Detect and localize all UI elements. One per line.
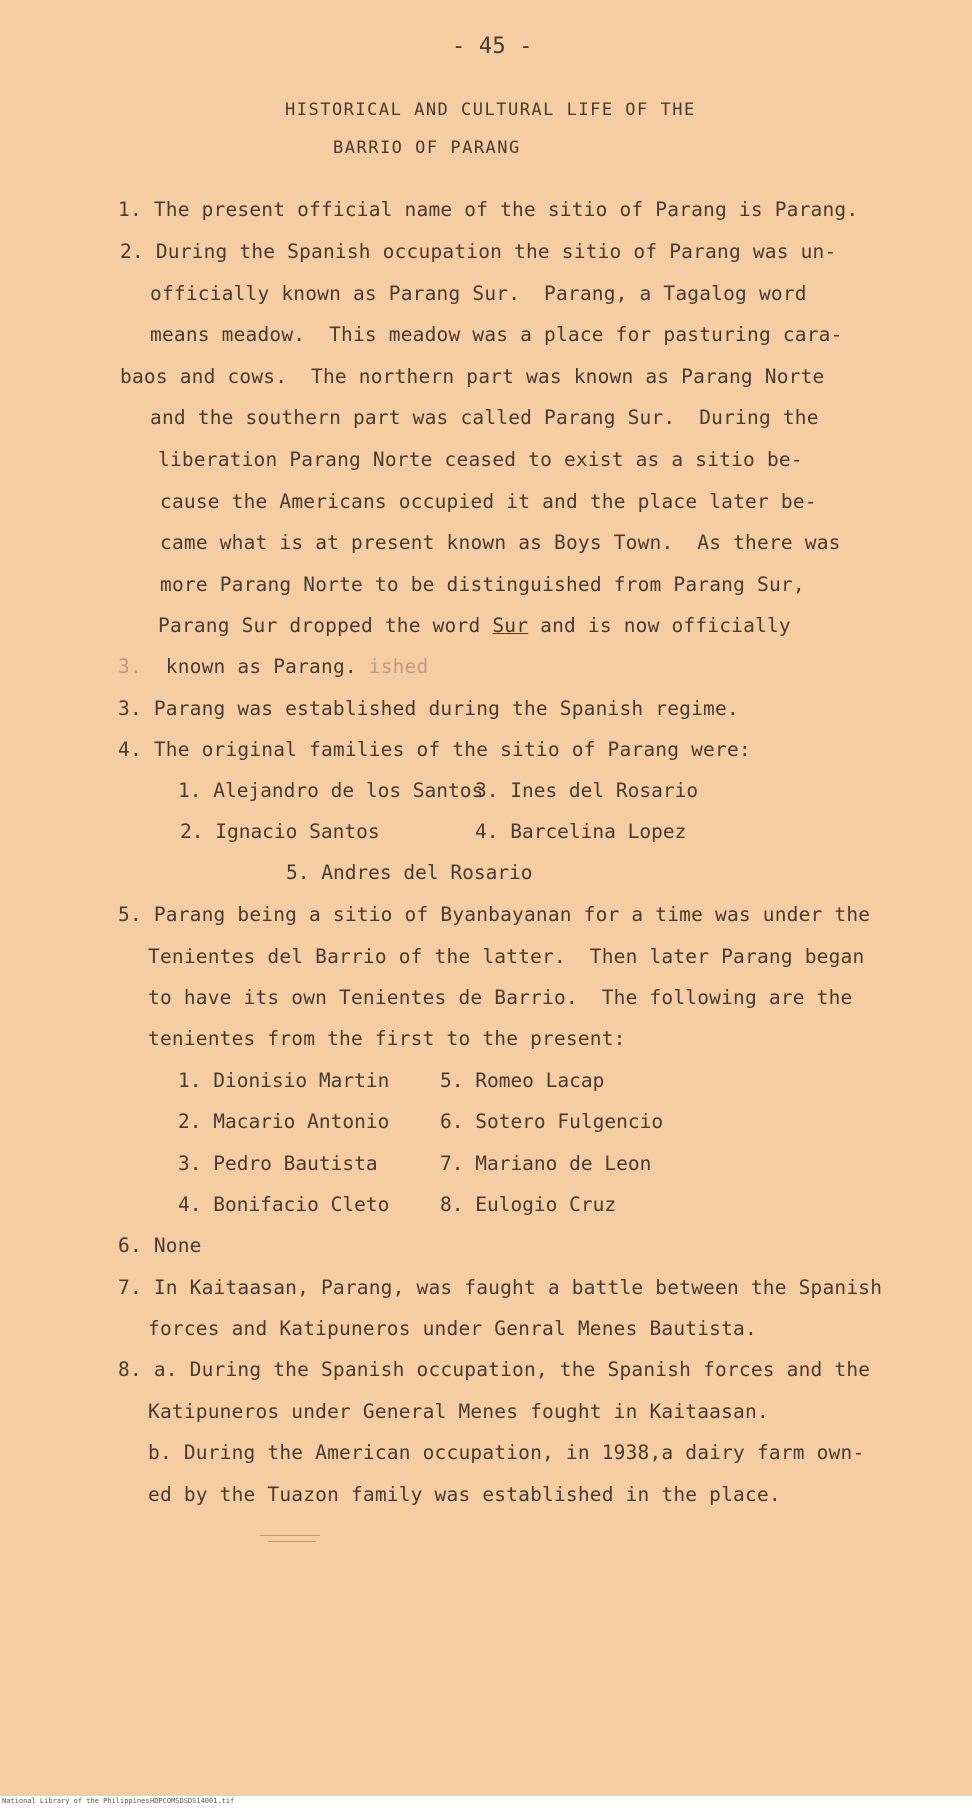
known-as-parang: known as Parang. <box>165 655 357 678</box>
item-5-line-2: Tenientes del Barrio of the latter. Then later Parang began <box>148 945 865 968</box>
item-2-line-9: more Parang Norte to be distinguished from Parang Sur, <box>160 573 805 596</box>
item-8-line-1: 8. a. During the Spanish occupation, the Spanish forces and the <box>118 1358 871 1381</box>
pencil-stroke <box>268 1541 316 1542</box>
family-3: 3. Ines del Rosario <box>475 779 699 802</box>
sur-underlined: Sur <box>492 614 529 637</box>
item-2-line-1: 2. During the Spanish occupation the sitio of Parang was un- <box>120 240 837 263</box>
family-1: 1. Alejandro de los Santos <box>178 779 484 802</box>
ghost-tail: ished <box>368 655 429 678</box>
item-5-line-1: 5. Parang being a sitio of Byanbayanan for a time was under the <box>118 903 871 926</box>
item-8-line-2: Katipuneros under General Menes fought in Kaitaasan. <box>148 1400 769 1423</box>
title-line-1: HISTORICAL AND CULTURAL LIFE OF THE <box>285 100 696 120</box>
scan-footer <box>0 1796 972 1808</box>
footer-library: National Library of the Philippines <box>2 1797 150 1805</box>
teniente-4: 4. Bonifacio Cleto <box>178 1193 390 1216</box>
item-2-line-6: liberation Parang Norte ceased to exist as a sitio be- <box>158 448 803 471</box>
item-2-last-line <box>118 655 428 678</box>
item-6: 6. None <box>118 1234 202 1257</box>
teniente-1: 1. Dionisio Martin <box>178 1069 390 1092</box>
footer-filename: HDPCOMSDSDS14001.tif <box>150 1797 235 1805</box>
item-2-line-3: means meadow. This meadow was a place for pasturing cara- <box>150 323 843 346</box>
item-4-intro: 4. The original families of the sitio of Parang were: <box>118 738 751 761</box>
item-2-line-8: came what is at present known as Boys Town. As there was <box>160 531 841 554</box>
item-2-line-10 <box>158 614 791 637</box>
family-2: 2. Ignacio Santos <box>180 820 380 843</box>
family-5: 5. Andres del Rosario <box>286 861 533 884</box>
teniente-7: 7. Mariano de Leon <box>440 1152 652 1175</box>
pencil-stroke <box>260 1535 320 1536</box>
title-line-2: BARRIO OF PARANG <box>333 138 521 158</box>
item-2-line-2: officially known as Parang Sur. Parang, a Tagalog word <box>150 282 807 305</box>
item-5-line-3: to have its own Tenientes de Barrio. The following are the <box>148 986 853 1009</box>
item-7-line-1: 7. In Kaitaasan, Parang, was faught a battle between the Spanish <box>118 1276 883 1299</box>
ghost-number: 3. <box>118 655 142 678</box>
family-4: 4. Barcelina Lopez <box>475 820 687 843</box>
item-2-line-10-tail: and is now officially <box>540 614 791 637</box>
item-5-line-4: tenientes from the first to the present: <box>148 1027 626 1050</box>
teniente-5: 5. Romeo Lacap <box>440 1069 605 1092</box>
teniente-3: 3. Pedro Bautista <box>178 1152 378 1175</box>
item-8-line-4: ed by the Tuazon family was established in the place. <box>148 1483 781 1506</box>
item-2-line-7: cause the Americans occupied it and the place later be- <box>160 490 817 513</box>
page-number: - 45 - <box>452 34 533 59</box>
item-2-line-10-text: Parang Sur dropped the word <box>158 614 481 637</box>
item-2-line-4: baos and cows. The northern part was known as Parang Norte <box>120 365 825 388</box>
teniente-2: 2. Macario Antonio <box>178 1110 390 1133</box>
item-1: 1. The present official name of the sitio of Parang is Parang. <box>118 198 859 221</box>
item-2-line-5: and the southern part was called Parang Sur. During the <box>150 406 819 429</box>
item-8-line-3: b. During the American occupation, in 1938,a dairy farm own- <box>148 1441 865 1464</box>
teniente-8: 8. Eulogio Cruz <box>440 1193 617 1216</box>
item-7-line-2: forces and Katipuneros under Genral Menes Bautista. <box>148 1317 757 1340</box>
item-3: 3. Parang was established during the Spanish regime. <box>118 697 739 720</box>
teniente-6: 6. Sotero Fulgencio <box>440 1110 664 1133</box>
